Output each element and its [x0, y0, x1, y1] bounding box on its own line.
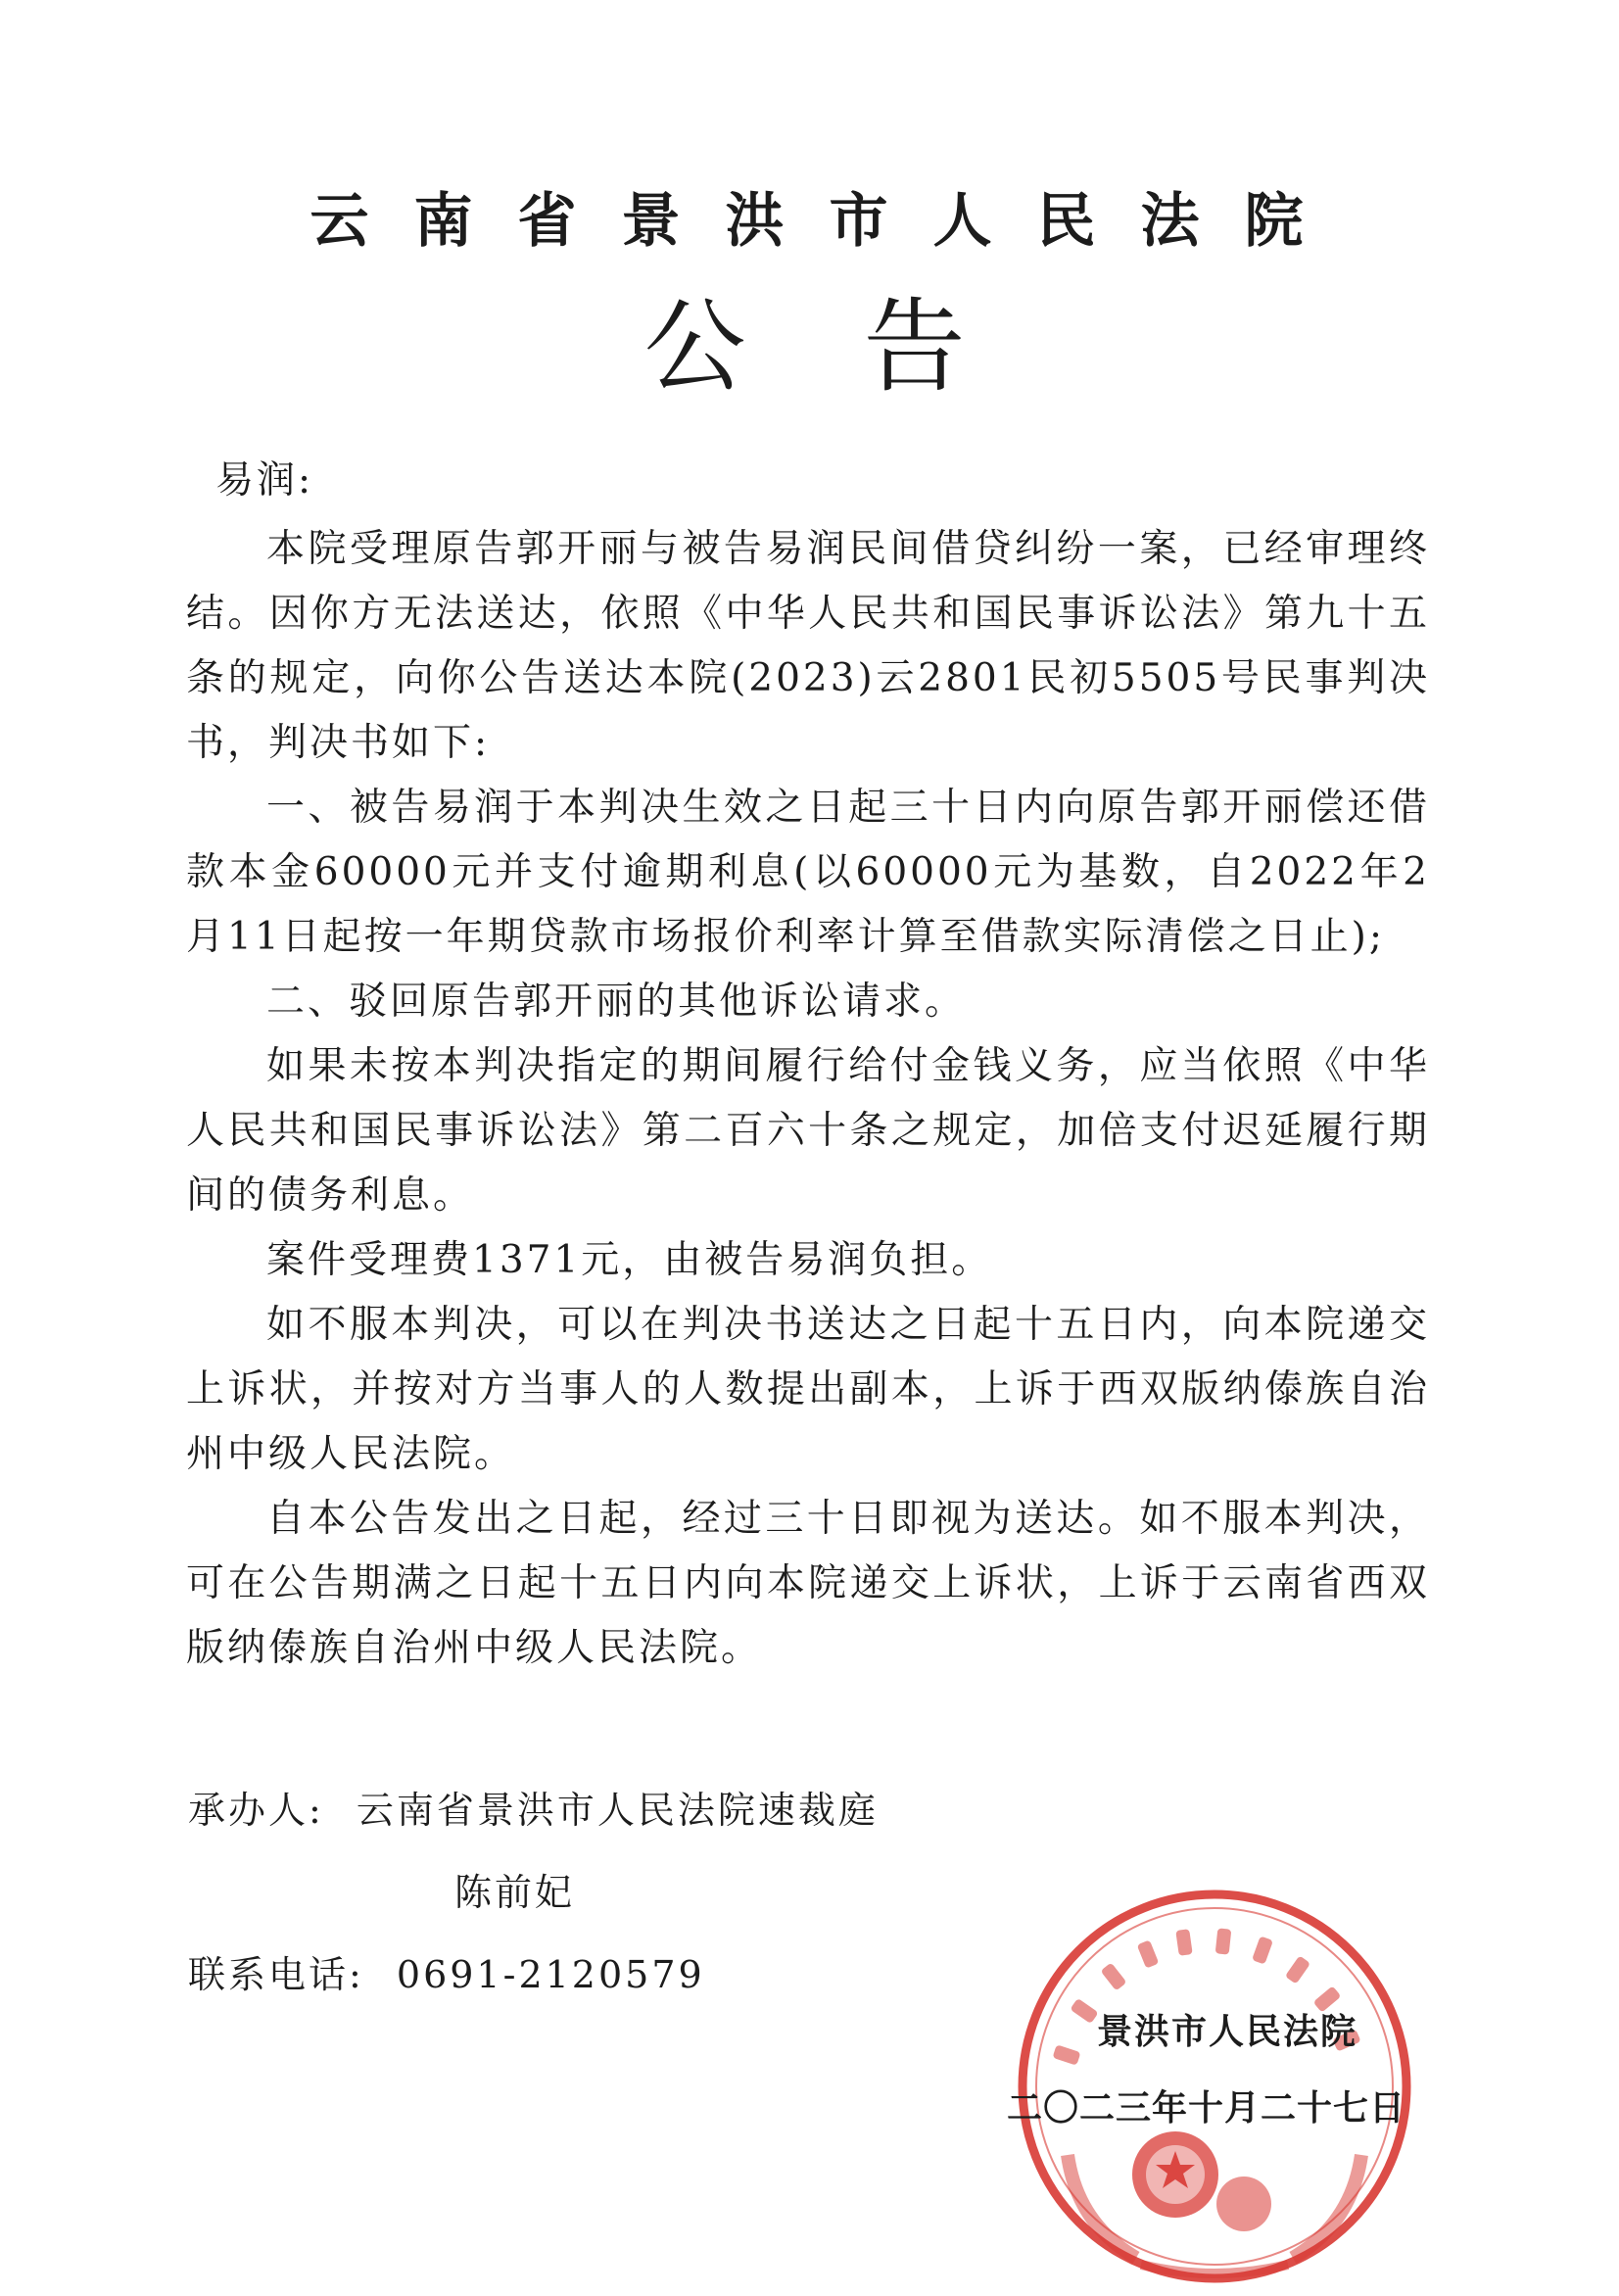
handler-dept: 云南省景洪市人民法院速裁庭 [356, 1789, 879, 1832]
document-title: 公告 [643, 287, 1083, 407]
salutation: 易润: [215, 458, 314, 502]
paragraph-judgment-item-2: 二、驳回原告郭开丽的其他诉讼请求。 [266, 980, 967, 1024]
phone-row [188, 1945, 879, 2028]
handler-row [188, 1781, 879, 1863]
signing-date: 二〇二三年十月二十七日 [1007, 2087, 1406, 2129]
paragraph-case-intro: 本院受理原告郭开丽与被告易润民间借贷纠纷一案，已经审理终结。因你方无法送达，依照《中华人民共和国民事诉讼法》第九十五条的规定，向你公告送达本院(2023)云2801民初5505号民事判决书，判决书如下: [186, 527, 1430, 765]
contact-block [188, 1781, 879, 2028]
signing-court: 景洪市人民法院 [1097, 2011, 1358, 2052]
court-title: 云南省景洪市人民法院 [310, 187, 1349, 256]
national-emblem-icon [1132, 2131, 1271, 2231]
phone-number: 0691-2120579 [396, 1953, 705, 1996]
paragraph-service-notice: 自本公告发出之日起，经过三十日即视为送达。如不服本判决，可在公告期满之日起十五日内向本院递交上诉状，上诉于云南省西双版纳傣族自治州中级人民法院。 [186, 1497, 1430, 1670]
paragraph-delayed-performance: 如果未按本判决指定的期间履行给付金钱义务，应当依照《中华人民共和国民事诉讼法》第二百六十条之规定，加倍支付迟延履行期间的债务利息。 [186, 1044, 1430, 1218]
paragraph-appeal-rights: 如不服本判决，可以在判决书送达之日起十五日内，向本院递交上诉状，并按对方当事人的人数提出副本，上诉于西双版纳傣族自治州中级人民法院。 [186, 1303, 1430, 1476]
notice-body [186, 449, 1430, 1681]
paragraph-case-fee: 案件受理费1371元，由被告易润负担。 [266, 1238, 993, 1282]
handler-label: 承办人: [188, 1789, 324, 1832]
phone-label: 联系电话: [188, 1953, 364, 1996]
paragraph-judgment-item-1: 一、被告易润于本判决生效之日起三十日内向原告郭开丽偿还借款本金60000元并支付逾期利息(以60000元为基数，自2022年2月11日起按一年期贷款市场报价利率计算至借款实际清偿之日止); [186, 786, 1430, 959]
handler-name: 陈前妃 [454, 1871, 576, 1914]
